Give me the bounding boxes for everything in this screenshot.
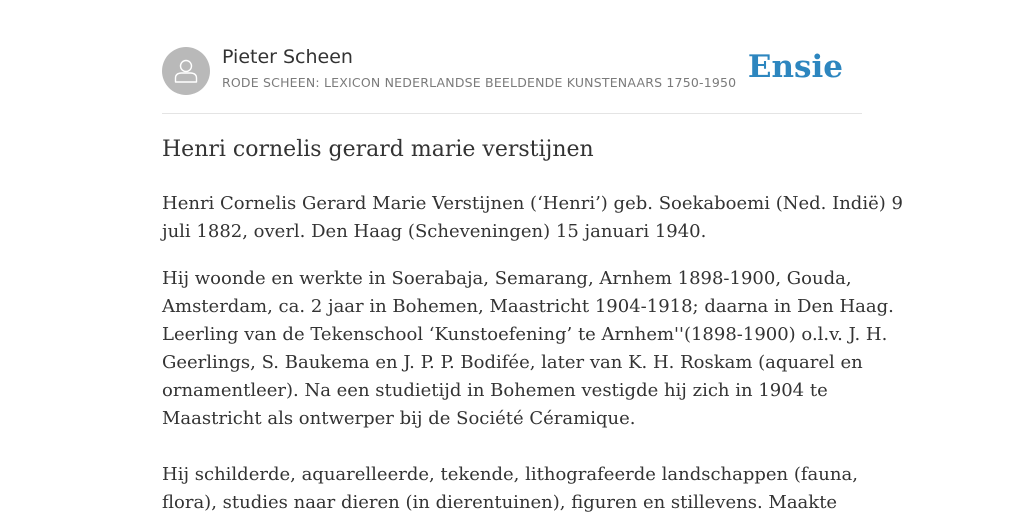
paragraph-line: Hij woonde en werkte in Soerabaja, Semarang, Arnhem 1898-1900, Gouda,	[162, 268, 852, 289]
paragraph-line: Hij schilderde, aquarelleerde, tekende, lithografeerde landschappen (fauna,	[162, 464, 858, 485]
header-divider	[162, 113, 862, 114]
article-paragraph	[162, 190, 903, 246]
paragraph-line: Leerling van de Tekenschool ‘Kunstoefening’ te Arnhem''(1898-1900) o.l.v. J. H.	[162, 324, 888, 345]
article-paragraph	[162, 461, 862, 512]
paragraph-line: Geerlings, S. Baukema en J. P. P. Bodifée, later van K. H. Roskam (aquarel en	[162, 352, 863, 373]
paragraph-line: Henri Cornelis Gerard Marie Verstijnen (‘Henri’) geb. Soekaboemi (Ned. Indië) 9	[162, 193, 903, 214]
source-title[interactable]: RODE SCHEEN: LEXICON NEDERLANDSE BEELDENDE KUNSTENAARS 1750-1950	[222, 75, 737, 90]
ensie-logo[interactable]: Ensie	[747, 49, 843, 85]
paragraph-line: juli 1882, overl. Den Haag (Scheveningen) 15 januari 1940.	[162, 221, 707, 242]
article-title: Henri cornelis gerard marie verstijnen	[162, 137, 594, 162]
paragraph-line: ornamentleer). Na een studietijd in Bohemen vestigde hij zich in 1904 te	[162, 380, 828, 401]
user-icon	[162, 47, 210, 95]
author-avatar[interactable]	[162, 47, 210, 95]
article-paragraph	[162, 265, 894, 433]
author-name[interactable]: Pieter Scheen	[222, 46, 353, 68]
article-header	[162, 46, 862, 96]
paragraph-line: Maastricht als ontwerper bij de Société Céramique.	[162, 408, 636, 429]
paragraph-line: Amsterdam, ca. 2 jaar in Bohemen, Maastricht 1904-1918; daarna in Den Haag.	[162, 296, 894, 317]
paragraph-line: flora), studies naar dieren (in dierentuinen), figuren en stillevens. Maakte	[162, 492, 838, 512]
